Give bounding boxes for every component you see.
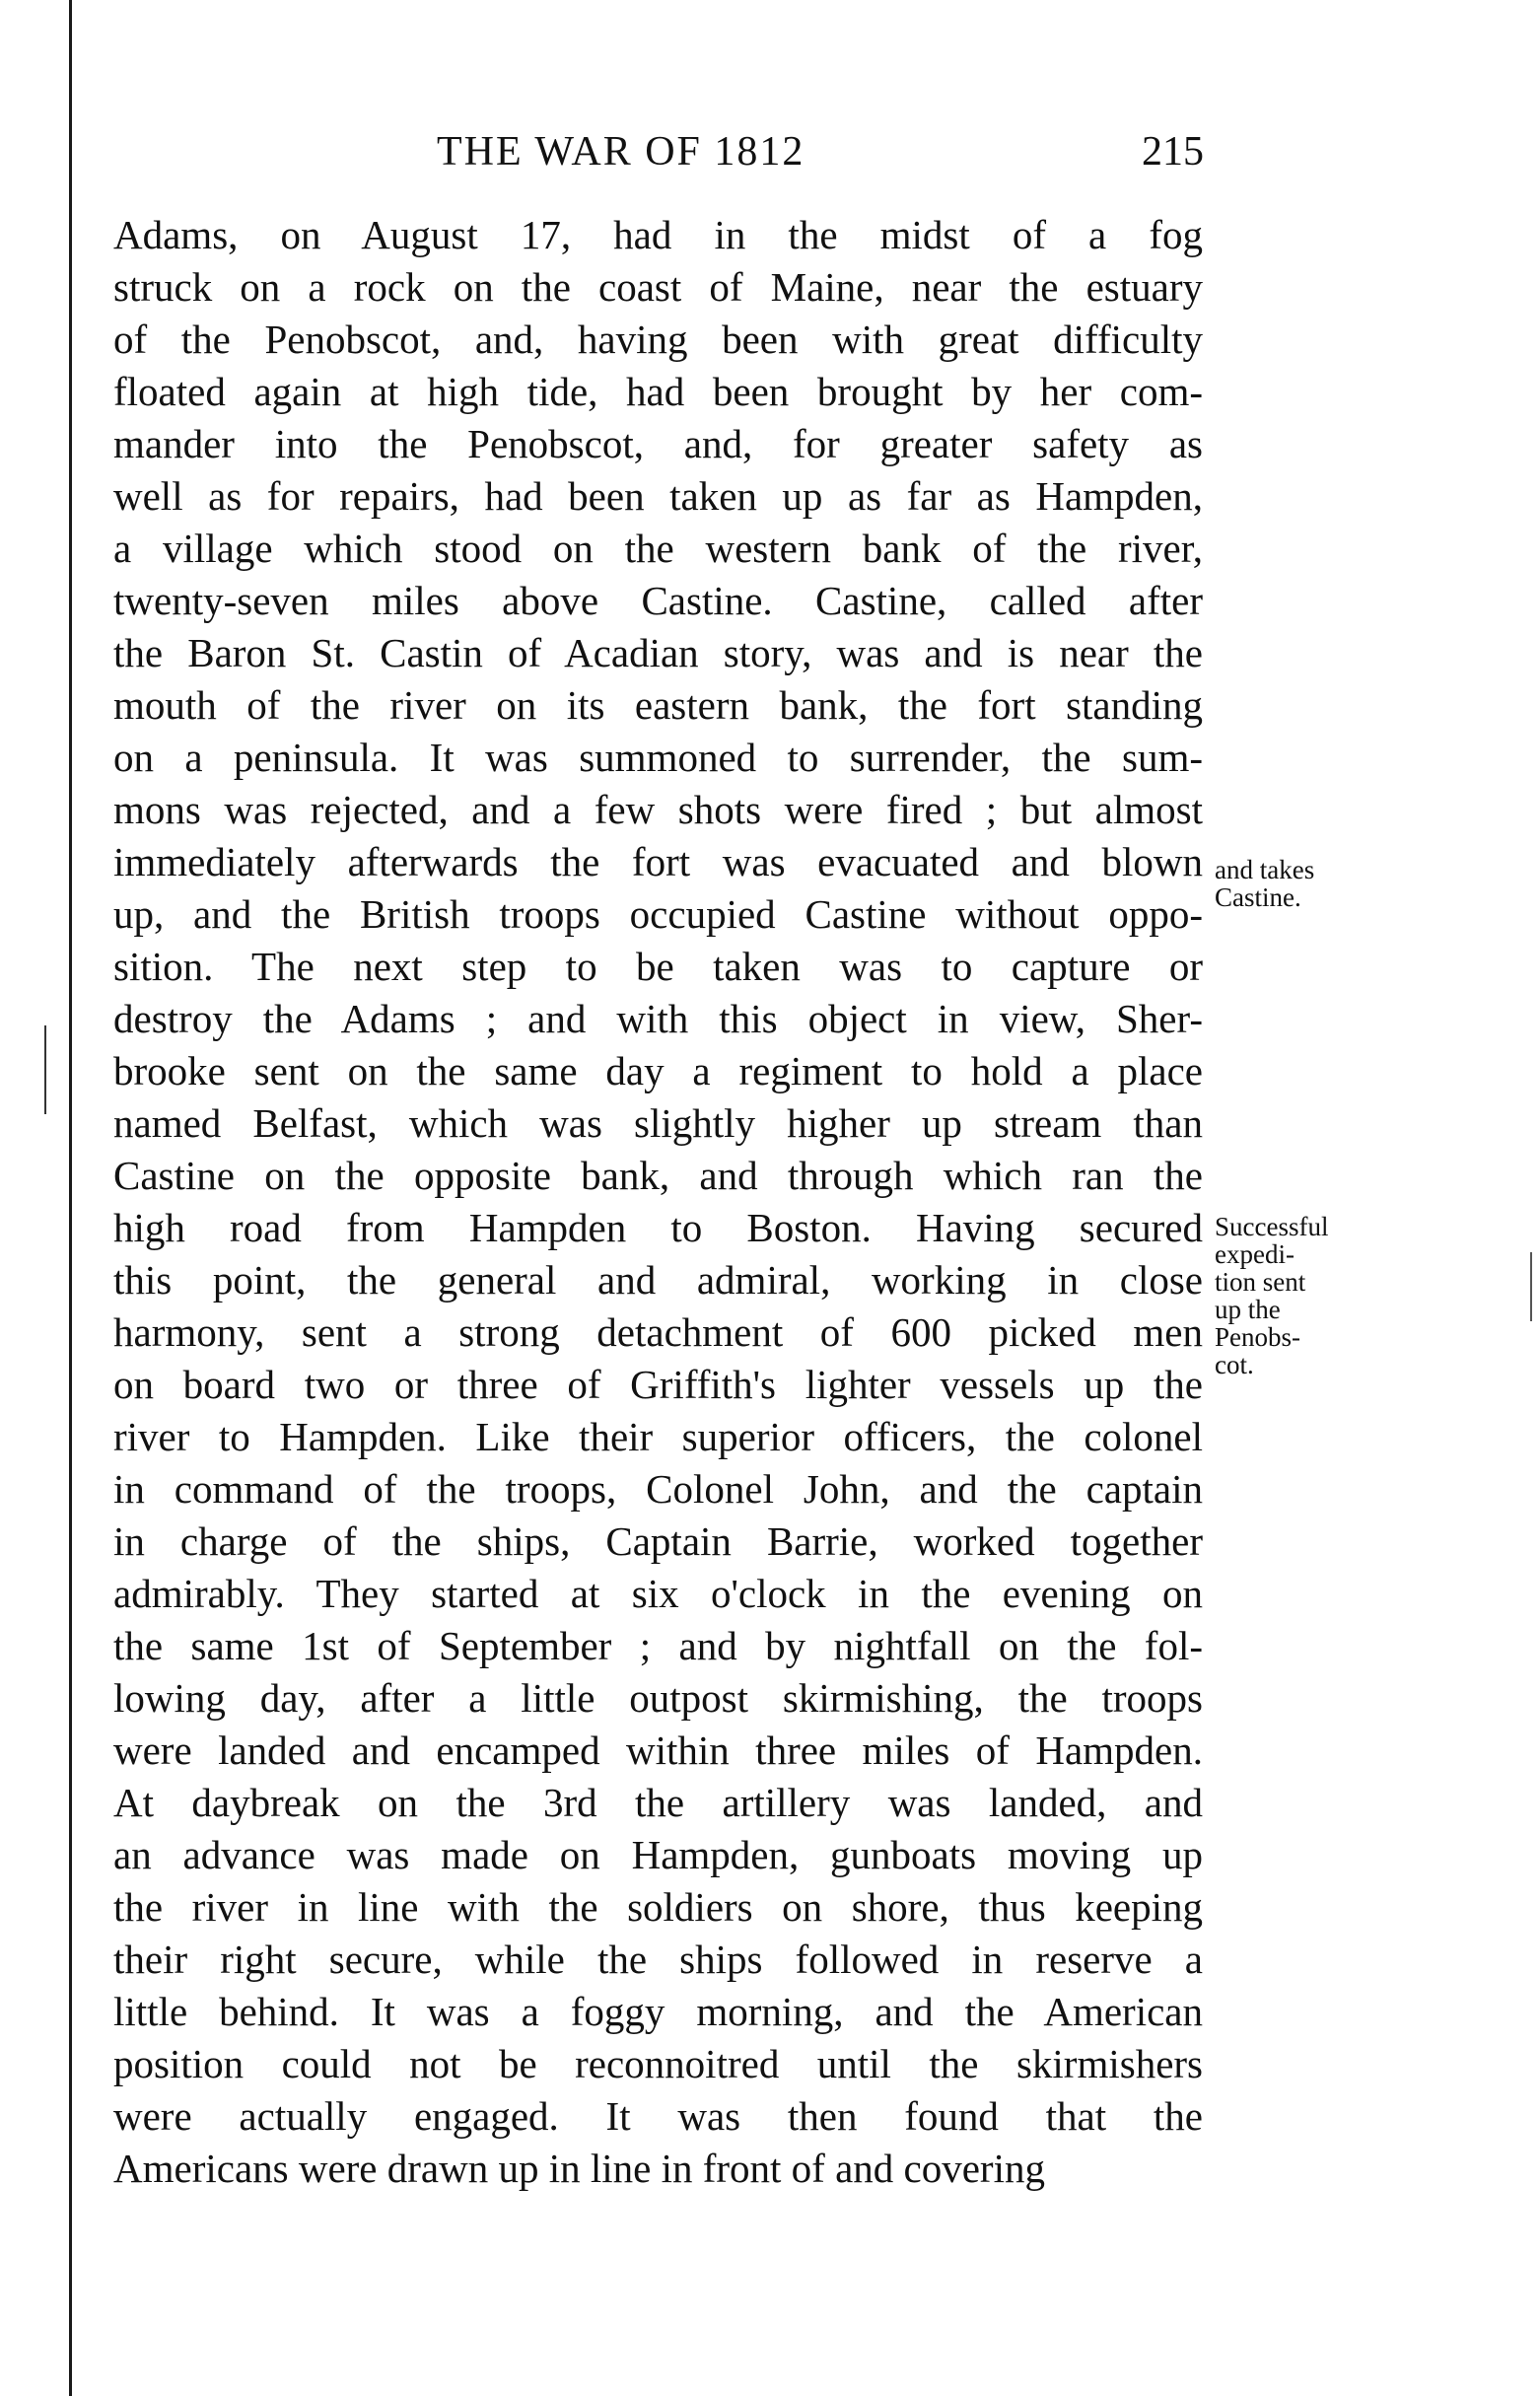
text-line: an advance was made on Hampden, gunboats moving up (113, 1832, 1203, 1877)
text-line: lowing day, after a little outpost skirmishing, the troops (113, 1675, 1203, 1721)
text-line: little behind. It was a foggy morning, and the American (113, 1989, 1203, 2034)
text-line: Castine on the opposite bank, and through which ran the (113, 1153, 1203, 1198)
text-line: immediately afterwards the fort was evacuated and blown (113, 839, 1203, 884)
margin-note-line: and takes (1215, 855, 1315, 884)
text-line: in charge of the ships, Captain Barrie, worked together (113, 1518, 1203, 1564)
running-head: THE WAR OF 1812 (437, 129, 805, 175)
body-text (113, 209, 1203, 2195)
text-line: Adams, on August 17, had in the midst of a fog (113, 212, 1203, 257)
text-line: mouth of the river on its eastern bank, the fort standing (113, 682, 1203, 728)
text-line: sition. The next step to be taken was to capture or (113, 944, 1203, 989)
margin-note-expedition (1215, 1213, 1328, 1378)
text-line: of the Penobscot, and, having been with great difficulty (113, 317, 1203, 362)
text-line: in command of the troops, Colonel John, and the captain (113, 1466, 1203, 1512)
margin-note-castine (1215, 856, 1314, 911)
margin-note-line: up the (1215, 1295, 1281, 1324)
text-line: brooke sent on the same day a regiment to hold a place (113, 1048, 1203, 1093)
binding-edge (69, 0, 72, 2396)
text-line: admirably. They started at six o'clock in the evening on (113, 1571, 1203, 1616)
text-line: on a peninsula. It was summoned to surrender, the sum- (113, 735, 1203, 780)
text-line: the river in line with the soldiers on shore, thus keeping (113, 1884, 1203, 1930)
text-line: mons was rejected, and a few shots were fired ; but almost (113, 787, 1203, 832)
text-line: named Belfast, which was slightly higher up stream than (113, 1100, 1203, 1146)
text-line: destroy the Adams ; and with this object in view, Sher- (113, 996, 1203, 1041)
text-line: twenty-seven miles above Castine. Castine, called after (113, 578, 1203, 623)
text-line: on board two or three of Griffith's lighter vessels up the (113, 1362, 1203, 1407)
text-line: the Baron St. Castin of Acadian story, was and is near the (113, 630, 1203, 675)
edge-mark (1530, 1252, 1532, 1321)
margin-note-line: Castine. (1215, 882, 1301, 912)
text-line: mander into the Penobscot, and, for greater safety as (113, 421, 1203, 466)
margin-note-line: Successful (1215, 1212, 1329, 1241)
text-line: high road from Hampden to Boston. Having secured (113, 1205, 1203, 1250)
text-line: were actually engaged. It was then found that the (113, 2093, 1203, 2139)
text-line: Americans were drawn up in line in front of and covering (113, 2146, 1045, 2191)
text-line: struck on a rock on the coast of Maine, near the estuary (113, 264, 1203, 310)
text-line: this point, the general and admiral, working in close (113, 1257, 1203, 1303)
text-line: At daybreak on the 3rd the artillery was landed, and (113, 1780, 1203, 1825)
text-line: were landed and encamped within three miles of Hampden. (113, 1727, 1203, 1773)
page-header (113, 128, 1204, 187)
margin-note-line: cot. (1215, 1350, 1254, 1379)
text-line: the same 1st of September ; and by nightfall on the fol- (113, 1623, 1203, 1668)
text-line: up, and the British troops occupied Castine without oppo- (113, 891, 1203, 937)
text-line: position could not be reconnoitred until the skirmishers (113, 2041, 1203, 2086)
text-line: floated again at high tide, had been brought by her com- (113, 369, 1203, 414)
text-line: harmony, sent a strong detachment of 600 picked men (113, 1309, 1203, 1355)
text-line: a village which stood on the western bank of the river, (113, 526, 1203, 571)
margin-note-line: tion sent (1215, 1267, 1306, 1297)
text-line: well as for repairs, had been taken up as far as Hampden, (113, 473, 1203, 519)
binding-mark (44, 1025, 46, 1114)
margin-note-line: Penobs- (1215, 1322, 1300, 1352)
text-line: their right secure, while the ships followed in reserve a (113, 1937, 1203, 1982)
text-line: river to Hampden. Like their superior officers, the colonel (113, 1414, 1203, 1459)
margin-note-line: expedi- (1215, 1239, 1295, 1269)
page-number: 215 (1142, 129, 1204, 175)
